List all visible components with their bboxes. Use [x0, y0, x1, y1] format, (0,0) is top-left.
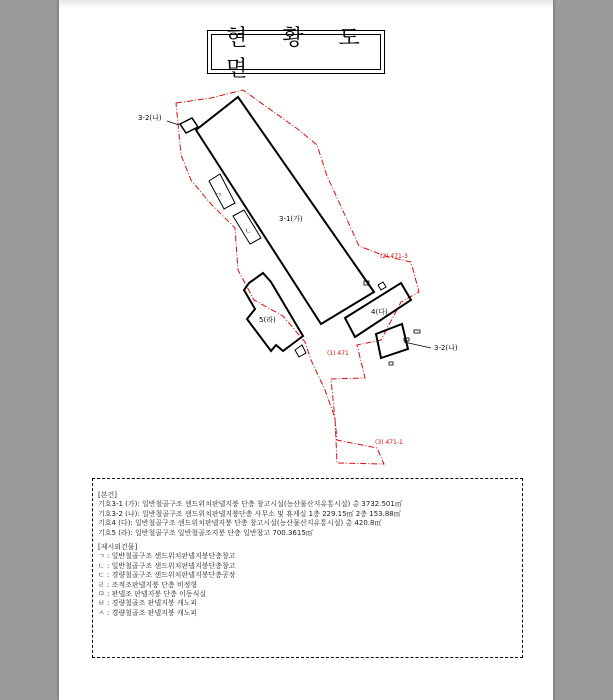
legend-box — [92, 478, 523, 658]
legend-item: 기호5 (라): 일반철골구조 일반철골조지붕 단층 일반창고 700.3615㎡ — [98, 528, 313, 537]
label-annex-right: 3-2(나) — [434, 344, 458, 352]
legend-item: ㄴ : 일반철골구조 샌드위치판넬지붕단층창고 — [98, 561, 236, 570]
legend-item: ㅂ : 경량철골조 판넬지붕 캐노피 — [98, 599, 198, 608]
label-lot-471-1: (3) 471-1 — [375, 439, 403, 446]
building-3-1 — [196, 97, 374, 324]
legend-item: ㅅ : 경량철골조 판넬지붕 캐노피 — [98, 608, 198, 617]
legend-item: 기호3-2 (나): 일반철골구조 샌드위치판넬지붕단층 사무소 및 휴게실 1층 229.15㎡ 2층 153.88㎡ — [98, 509, 401, 518]
label-annex-top: 3-2(나) — [138, 114, 162, 122]
document-page — [59, 0, 553, 700]
outbuilding-a — [209, 174, 235, 209]
label-main-building: 3-1(가) — [279, 215, 303, 223]
label-mark-a: ㄱ — [215, 191, 222, 199]
legend-item: ㄹ : 조적조판넬지붕 단층 비정형 — [98, 580, 198, 589]
legend-item: ㅁ : 판넬조 판넬지붕 단층 이동식실 — [98, 590, 207, 599]
label-building-4: 4(다) — [371, 308, 388, 316]
legend-item: 기호3-1 (가): 일반철골구조 샌드위치판넬지붕 단층 창고시설(농산물산지유통시설) 총 3732.501㎡ — [98, 500, 402, 509]
label-lot-471: (1) 471 — [327, 350, 349, 357]
building-5 — [244, 273, 303, 351]
legend-section2-title: [제시외건물] — [98, 543, 138, 552]
lot-boundary — [176, 90, 419, 464]
label-mark-b: ㄴ — [245, 227, 252, 235]
building-4-small-square — [378, 282, 386, 290]
legend-item: ㄱ : 일반철골구조 샌드위치판넬지붕단층창고 — [98, 552, 236, 561]
page-title: 현 황 도 면 — [226, 26, 374, 82]
building-5-annex — [295, 345, 306, 357]
legend-item: 기호4 (다): 일반철골구조 샌드위치판넬지붕 단층 창고시설(농산물산지유통시설) 총 420.8㎡ — [98, 519, 382, 528]
label-lot-471-3: (2) 471-3 — [380, 253, 408, 260]
legend-section1-title: [본건] — [98, 491, 117, 499]
legend-item: ㄷ : 경량철골구조 샌드위치판넬지붕단층공장 — [98, 571, 236, 580]
label-building-5: 5(라) — [259, 316, 276, 324]
building-3-2-right — [376, 324, 408, 358]
